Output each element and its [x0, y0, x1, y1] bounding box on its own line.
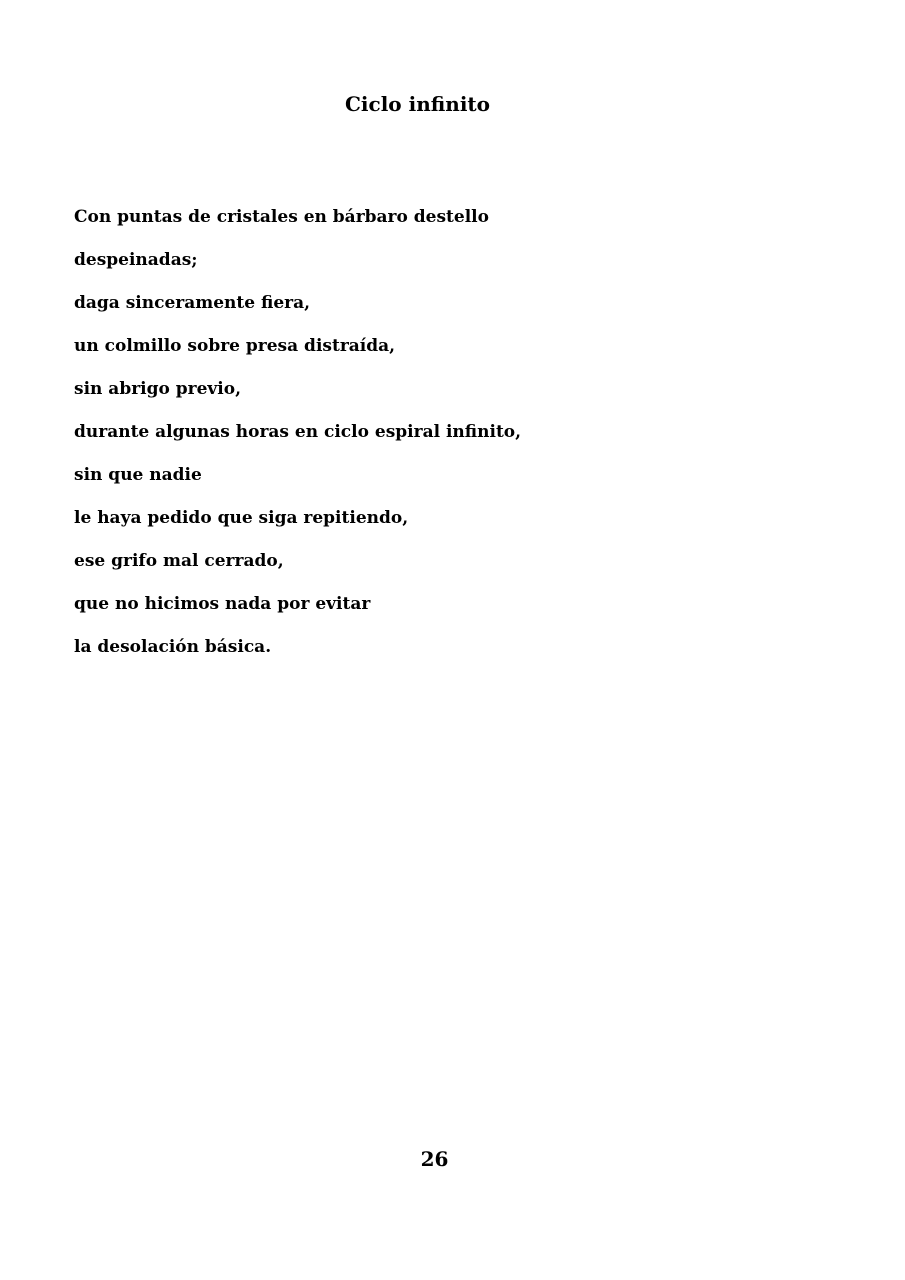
- poem-verse: despeinadas;: [74, 250, 198, 270]
- page-number: 26: [420, 1147, 449, 1171]
- poem-verse: Con puntas de cristales en bárbaro destello: [74, 207, 489, 227]
- poem-verse: un colmillo sobre presa distraída,: [74, 336, 396, 356]
- poem-body: [74, 203, 521, 676]
- poem-verse: daga sinceramente fiera,: [74, 293, 311, 313]
- poem-verse: la desolación básica.: [74, 637, 272, 657]
- poem-verse: ese grifo mal cerrado,: [74, 551, 284, 571]
- poem-title: Ciclo infinito: [345, 92, 490, 116]
- poem-verse: que no hicimos nada por evitar: [74, 594, 371, 614]
- poem-verse: sin que nadie: [74, 465, 202, 485]
- poem-verse: durante algunas horas en ciclo espiral infinito,: [74, 422, 522, 442]
- poem-verse: le haya pedido que siga repitiendo,: [74, 508, 409, 528]
- poem-verse: sin abrigo previo,: [74, 379, 242, 399]
